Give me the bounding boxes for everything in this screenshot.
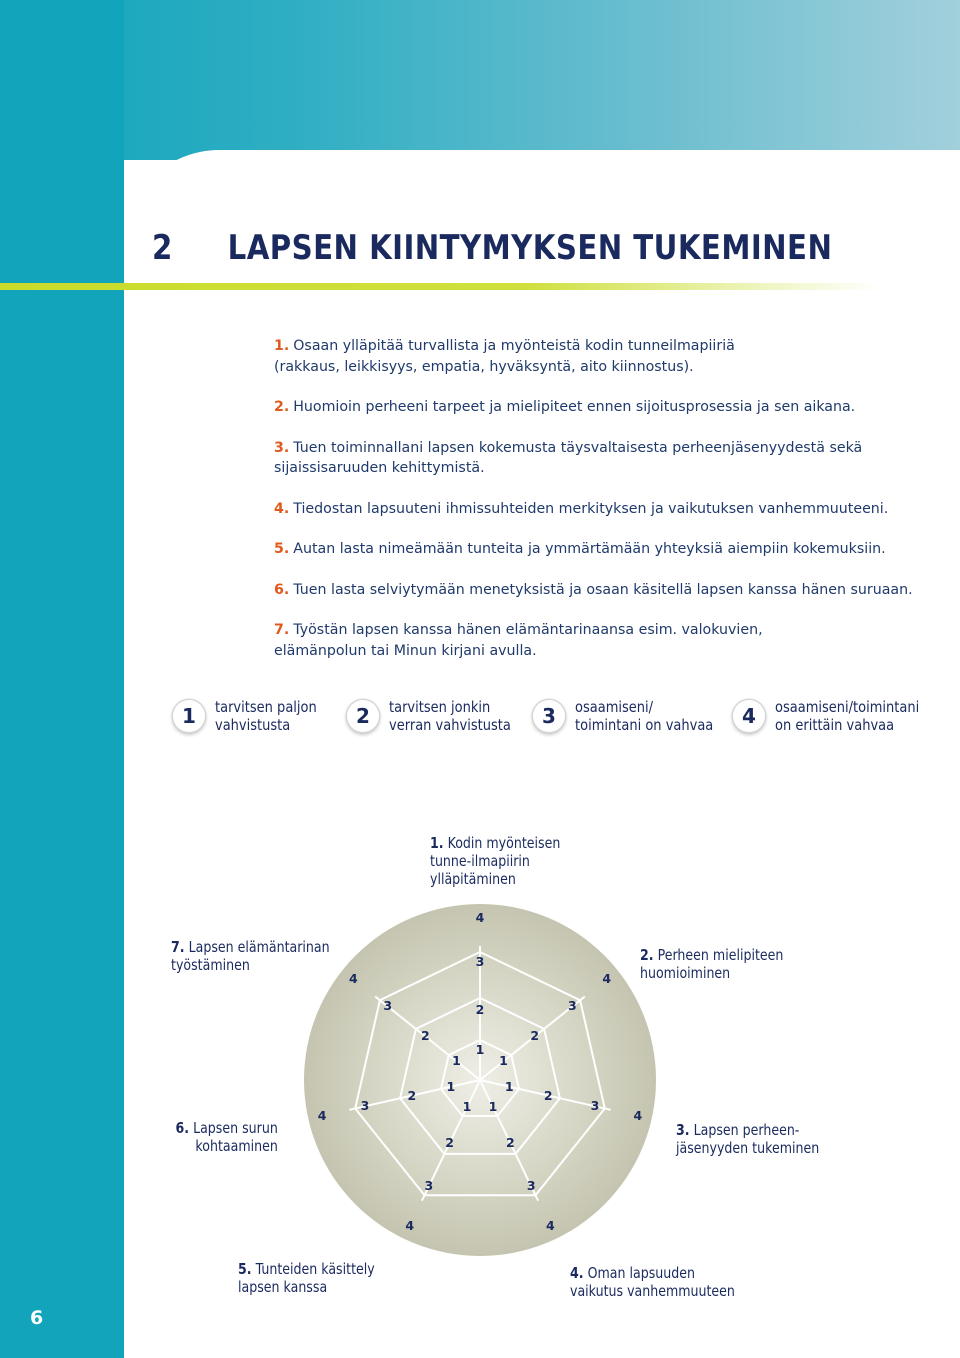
axis-number: 4.: [570, 1264, 584, 1282]
axis-text: Kodin myönteisen tunne-ilmapiirin ylläpitäminen: [430, 834, 561, 888]
goal-number: 5.: [274, 541, 290, 557]
radar-tick-label: 2: [420, 1028, 430, 1044]
page-number: 6: [30, 1307, 44, 1329]
axis-number: 5.: [238, 1260, 252, 1278]
radar-tick-label: 1: [462, 1099, 472, 1114]
axis-text: Lapsen elämäntarinan työstäminen: [171, 938, 330, 974]
radar-tick-label: 2: [475, 1002, 485, 1017]
radar-axis-label-5: [238, 1260, 375, 1296]
radar-tick-label: 1: [488, 1099, 498, 1114]
radar-axis-label-3: [676, 1121, 819, 1157]
radar-axis-label-2: [640, 946, 783, 982]
goal-number: 4.: [274, 500, 290, 517]
goal-text: Työstän lapsen kanssa hänen elämäntarinaansa esim. valokuvien, elämänpolun tai Minun kirjani avulla.: [274, 622, 763, 659]
axis-number: 7.: [171, 938, 185, 956]
radar-tick-label: 3: [424, 1178, 434, 1194]
goal-number: 2.: [274, 399, 290, 415]
radar-axis-label-6: [176, 1119, 278, 1155]
radar-tick-label: 3: [567, 998, 577, 1014]
scale-label: osaamiseni/ toimintani on vahvaa: [575, 698, 714, 734]
radar-tick-label: 3: [383, 998, 393, 1014]
goal-text: Tuen toiminnallani lapsen kokemusta täysvaltaisesta perheenjäsenyydestä sekä sijaissisaruuden kehittymistä.: [274, 439, 863, 476]
radar-tick-label: 1: [504, 1078, 514, 1094]
radar-tick-label: 2: [445, 1135, 454, 1151]
goal-number: 7.: [274, 622, 290, 638]
radar-tick-label: 2: [407, 1087, 417, 1103]
scale-label: tarvitsen jonkin verran vahvistusta: [389, 698, 511, 734]
goal-text: Autan lasta nimeämään tunteita ja ymmärtämään yhteyksiä aiempiin kokemuksiin.: [293, 541, 886, 557]
goal-number: 1.: [274, 338, 290, 354]
radar-tick-label: 3: [475, 954, 485, 969]
radar-tick-label: 4: [317, 1108, 327, 1123]
axis-number: 3.: [676, 1121, 690, 1139]
axis-number: 6.: [175, 1119, 190, 1137]
axis-number: 2.: [640, 946, 654, 964]
radar-tick-label: 3: [590, 1098, 600, 1114]
axis-text: Lapsen surun kohtaaminen: [193, 1119, 278, 1155]
chapter-number: 2: [152, 228, 173, 268]
radar-tick-label: 2: [530, 1028, 540, 1044]
radar-tick-label: 4: [405, 1218, 415, 1233]
radar-tick-label: 1: [452, 1053, 461, 1069]
goal-text: Tiedostan lapsuuteni ihmissuhteiden merkityksen ja vaikutuksen vanhemmuuteeni.: [293, 500, 889, 517]
radar-tick-label: 4: [545, 1218, 555, 1233]
axis-text: Lapsen perheen- jäsenyyden tukeminen: [676, 1121, 820, 1157]
scale-value-badge: 3: [533, 700, 565, 732]
scale-value-badge: 2: [347, 700, 379, 732]
axis-text: Tunteiden käsittely lapsen kanssa: [238, 1260, 375, 1296]
radar-axis-label-1: [430, 834, 560, 888]
radar-tick-label: 4: [348, 971, 358, 986]
scale-value-badge: 1: [173, 700, 205, 732]
goal-number: 3.: [274, 439, 290, 456]
radar-tick-label: 1: [475, 1042, 485, 1057]
radar-tick-label: 1: [499, 1053, 508, 1069]
goal-text: Tuen lasta selviytymään menetyksistä ja osaan käsitellä lapsen kanssa hänen suruaan.: [293, 581, 913, 598]
scale-label: osaamiseni/toimintani on erittäin vahvaa: [775, 698, 920, 734]
scale-label: tarvitsen paljon vahvistusta: [215, 698, 317, 734]
radar-tick-label: 4: [475, 910, 485, 925]
radar-tick-label: 3: [526, 1178, 536, 1194]
radar-tick-label: 4: [602, 971, 612, 986]
axis-text: Oman lapsuuden vaikutus vanhemmuuteen: [570, 1264, 735, 1300]
radar-tick-label: 2: [506, 1135, 515, 1151]
axis-number: 1.: [430, 834, 444, 852]
chapter-title: LAPSEN KIINTYMYKSEN TUKEMINEN: [227, 228, 833, 268]
radar-axis-label-7: [171, 938, 330, 974]
goal-text: Huomioin perheeni tarpeet ja mielipiteet ennen sijoitusprosessia ja sen aikana.: [293, 399, 856, 415]
radar-tick-label: 3: [360, 1098, 370, 1114]
radar-axis-label-4: [570, 1264, 735, 1300]
axis-text: Perheen mielipiteen huomioiminen: [640, 946, 784, 982]
radar-tick-label: 4: [633, 1108, 643, 1123]
radar-tick-label: 2: [543, 1087, 553, 1103]
scale-value-badge: 4: [733, 700, 765, 732]
goal-text: Osaan ylläpitää turvallista ja myönteistä kodin tunneilmapiiriä (rakkaus, leikkisyys, empatia, hyväksyntä, aito kiinnostus).: [274, 338, 735, 375]
goal-number: 6.: [274, 581, 290, 598]
radar-tick-label: 1: [446, 1078, 456, 1094]
